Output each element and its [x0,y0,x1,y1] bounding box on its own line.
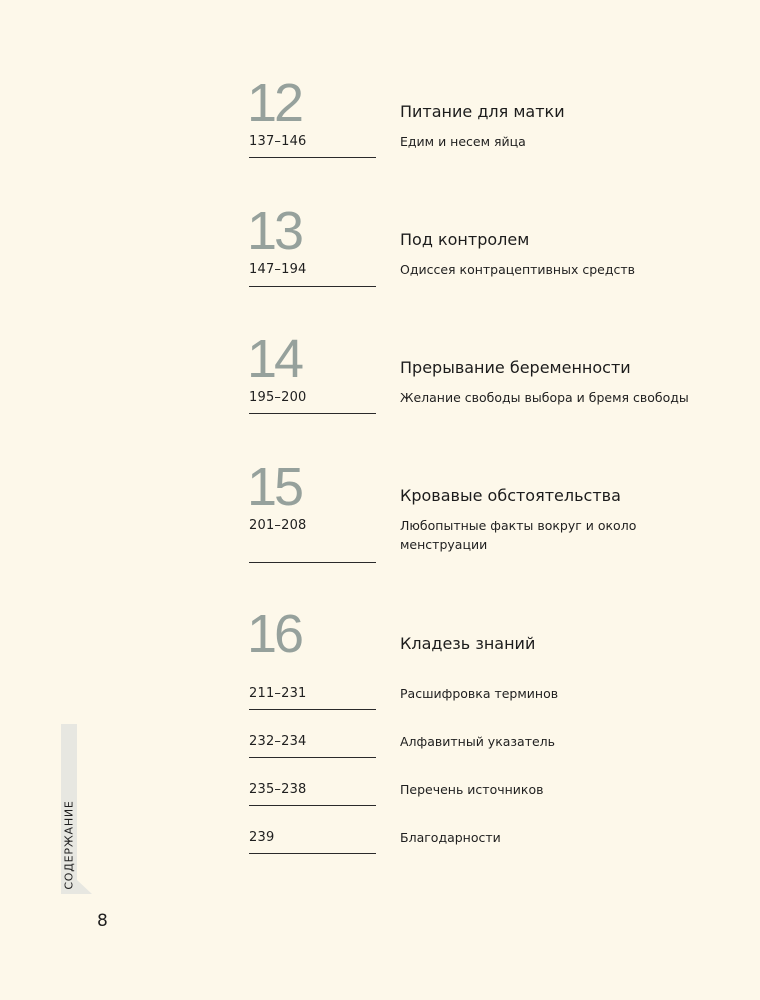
divider [249,286,376,287]
divider [249,709,376,710]
chapter-title[interactable]: Кровавые обстоятельства [400,486,621,505]
chapter-title[interactable]: Под контролем [400,230,530,249]
chapter-subtitle[interactable]: Одиссея контрацептивных средств [400,262,635,277]
chapter-title[interactable]: Питание для матки [400,102,565,121]
page-range: 147–194 [249,262,307,277]
divider [249,805,376,806]
section-label: СОДЕРЖАНИЕ [62,800,76,890]
chapter-number: 15 [247,457,302,517]
chapter-title[interactable]: Прерывание беременности [400,358,631,377]
chapter-title[interactable]: Кладезь знаний [400,634,536,653]
page-range: 211–231 [249,686,307,701]
chapter-number: 14 [247,329,302,389]
entry-title[interactable]: Перечень источников [400,782,544,797]
entry-title[interactable]: Благодарности [400,830,501,845]
chapter-subtitle[interactable]: Едим и несем яйца [400,134,526,149]
page-range: 239 [249,830,275,845]
page-range: 195–200 [249,390,307,405]
divider [249,562,376,563]
page-range: 235–238 [249,782,307,797]
divider [249,757,376,758]
divider [249,853,376,854]
entry-title[interactable]: Алфавитный указатель [400,734,556,749]
chapter-subtitle[interactable]: Желание свободы выбора и бремя свободы [400,390,689,405]
divider [249,413,376,414]
chapter-number: 13 [247,201,302,261]
chapter-number: 12 [247,73,302,133]
page-number: 8 [97,911,108,931]
chapter-number: 16 [247,604,302,664]
page-range: 232–234 [249,734,307,749]
entry-title[interactable]: Расшифровка терминов [400,686,559,701]
chapter-subtitle[interactable]: Любопытные факты вокруг и около менструации [400,518,637,552]
divider [249,157,376,158]
section-tab-corner [77,880,92,894]
page-range: 201–208 [249,518,307,533]
page-range: 137–146 [249,134,307,149]
